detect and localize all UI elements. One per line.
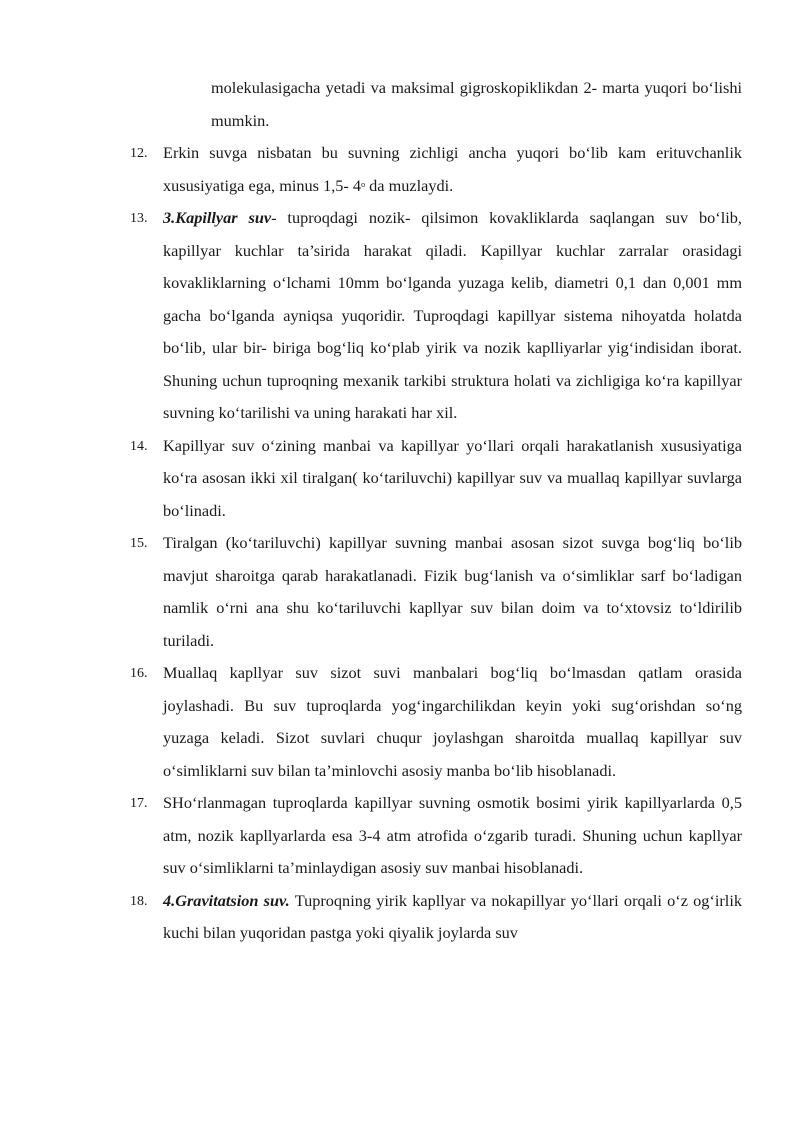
item-text: Tiralgan (ko‘tariluvchi) kapillyar suvning manbai asosan sizot suvga bog‘liq bo‘lib mavjut sharoitga qarab harakatlanadi. Fizik bug‘lanish va o‘simliklar sarf bo‘ladigan namlik o‘rni ana shu ko‘tariluvchi kapllyar suv bilan doim va to‘xtovsiz to‘ldirilib turiladi. [163,533,742,650]
item-text: Tuproqning yirik kapllyar va nokapillyar yo‘llari orqali o‘z og‘irlik kuchi bilan yuqoridan pastga yoki qiyalik joylarda suv [163,890,742,942]
item-text-after: da muzlaydi. [365,175,454,195]
degree-sup: o [361,179,366,189]
item-text: - tuproqdagi nozik- qilsimon kovakliklarda saqlangan suv bo‘lib, kapillyar kuchlar ta’sirida harakat qiladi. Kapillyar kuchlar zarralar orasidagi kovakliklarning o‘lchami 10mm bo‘lganda yuzaga kelib, diametri 0,1 dan 0,001 mm gacha bo‘lganda ayniqsa yuqoridir. Tuproqdagi kapillyar sistema nihoyatda holatda bo‘lib, ular bir- biriga bog‘liq ko‘plab yirik va nozik kaplliyarlar yig‘indisidan iborat. Shuning uchun tuproqning mexanik tarkibi struktura holati va zichligiga ko‘ra kapillyar suvning ko‘tarilishi va uning harakati har xil. [163,208,742,422]
item-number: 14. [130,438,148,454]
item-number: 15. [130,536,148,551]
item-text: Erkin suvga nisbatan bu suvning zichligi ancha yuqori bo‘lib kam erituvchanlik xususiyatiga ega, minus 1,5- 4 [163,143,742,195]
section-heading-kapillyar: 3.Kapillyar suv [163,208,272,227]
item-number: 13. [130,211,148,226]
list-item-15 [130,527,742,657]
item-text: SHo‘rlanmagan tuproqlarda kapillyar suvning osmotik bosimi yirik kapillyarlarda 0,5 atm, nozik kapllyarlarda esa 3-4 atm atrofida o‘zgarib turadi. Shuning uchun kapllyar suv o‘simliklarni ta’minlaydigan asosiy suv manbai hisoblanadi. [163,793,742,877]
numbered-list [130,137,742,950]
item-number: 17. [130,796,148,811]
list-item-13 [130,202,742,430]
list-item-17 [130,787,742,885]
list-item-16 [130,657,742,787]
item-number: 16. [130,666,148,681]
list-item-12 [130,137,742,202]
list-item-18 [130,885,742,950]
item-number: 12. [130,146,148,161]
item-text: Kapillyar suv o‘zining manbai va kapillyar yo‘llari orqali harakatlanish xususiyatiga ko‘ra asosan ikki xil tiralgan( ko‘tariluvchi) kapillyar suv va muallaq kapillyar suvlarga bo‘linadi. [163,435,742,520]
section-heading-gravitatsion: 4.Gravitatsion suv. [163,890,290,910]
list-item-14 [130,430,742,528]
continuation-paragraph: molekulasigacha yetadi va maksimal gigroskopiklikdan 2- marta yuqori bo‘lishi mumkin. [211,78,742,130]
item-text: Muallaq kapllyar suv sizot suvi manbalari bog‘liq bo‘lmasdan qatlam orasida joylashadi. Bu suv tuproqlarda yog‘ingarchilikdan keyin yoki sug‘orishdan so‘ng yuzaga keladi. Sizot suvlari chuqur joylashgan sharoitda muallaq kapillyar suv o‘simliklarni suv bilan ta’minlovchi asosiy manba bo‘lib hisoblanadi. [163,663,742,780]
item-number: 18. [130,893,148,909]
